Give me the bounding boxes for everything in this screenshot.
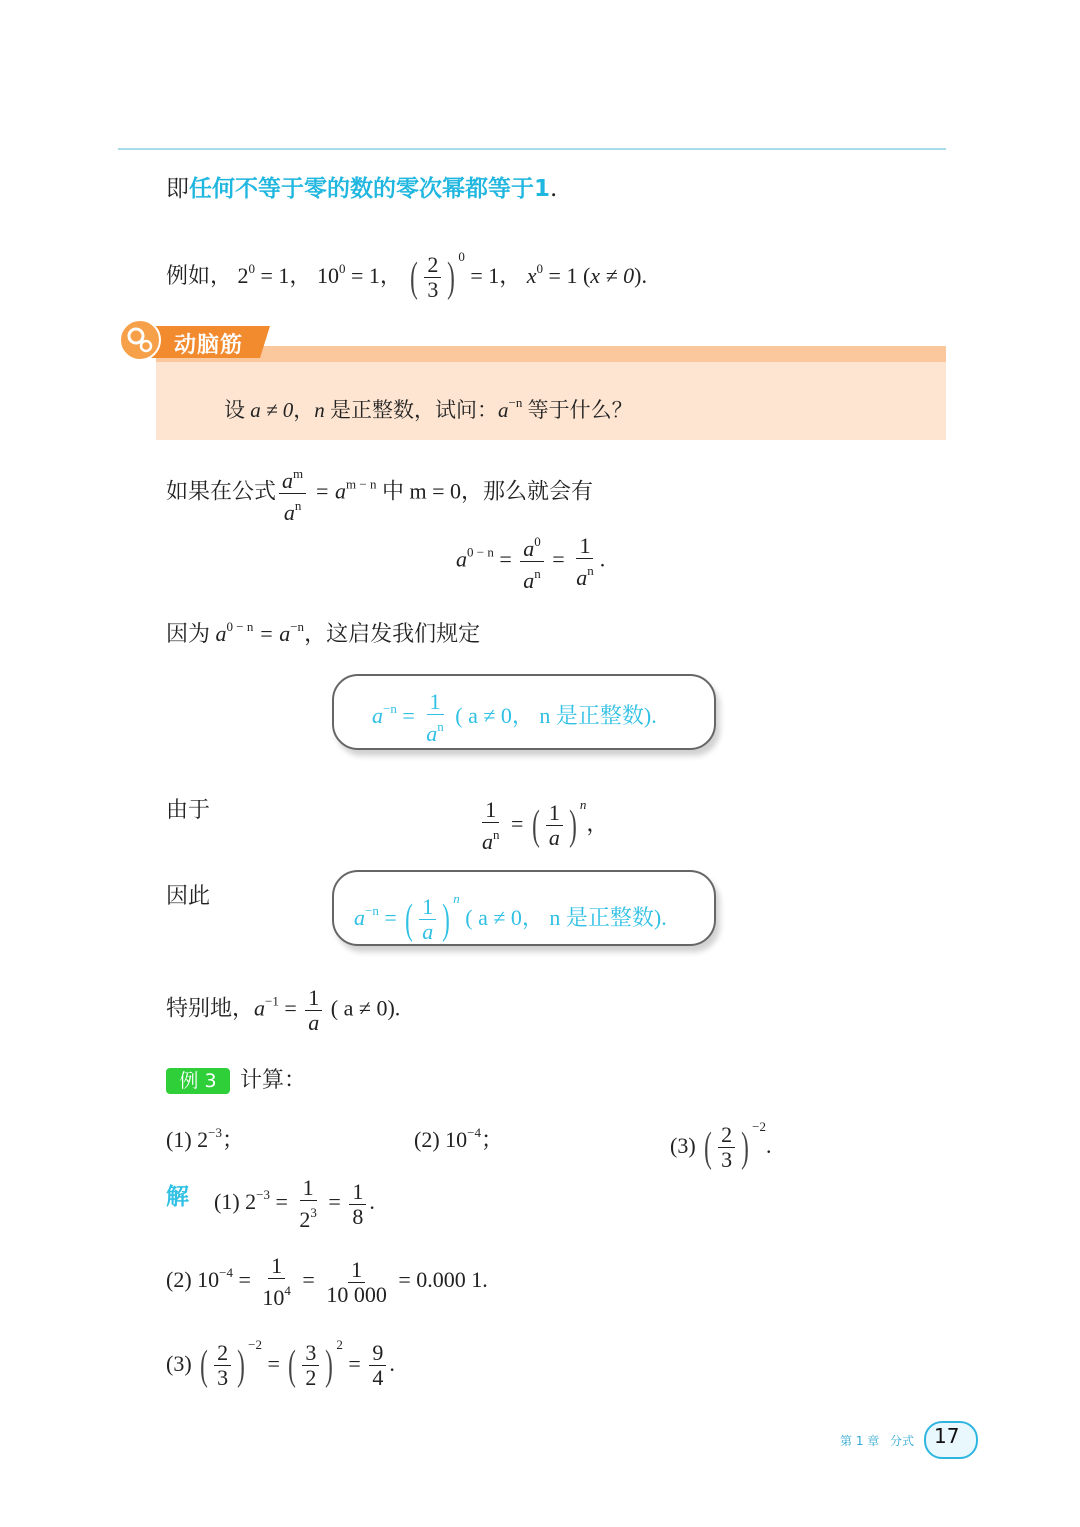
page-number: 17	[934, 1424, 960, 1448]
special-fraction	[305, 986, 322, 1035]
problem-3	[670, 1112, 772, 1172]
q-g: −n	[508, 395, 523, 410]
p1-base: 2	[197, 1127, 209, 1152]
rule1-eq: =	[396, 703, 421, 729]
s1-num2: 1	[349, 1180, 366, 1205]
s3-exp2: 2	[336, 1337, 343, 1352]
s1-base: 2	[245, 1189, 257, 1215]
s1-den2: 8	[352, 1203, 364, 1229]
examples-lead: 例如，	[166, 263, 233, 288]
right-paren: )	[741, 1124, 750, 1171]
s2-den-exp: 4	[284, 1283, 291, 1298]
ex4-exp: 0	[536, 261, 544, 276]
special-lhs-exp: −1	[265, 993, 279, 1009]
special-cond: ( a ≠ 0).	[325, 995, 401, 1021]
example-badge: 例 3	[166, 1068, 230, 1094]
rule1-den: a	[426, 721, 438, 746]
gear-icon	[118, 318, 162, 362]
s1-fraction	[296, 1176, 320, 1232]
s1-label: (1)	[214, 1189, 240, 1215]
formula-rhs-exp: m − n	[346, 476, 377, 492]
s2-fraction	[259, 1254, 294, 1310]
p2-end: ；	[481, 1127, 504, 1152]
formula-num: a	[282, 468, 294, 493]
formula-den: a	[283, 500, 295, 525]
rule2-lhs-exp: −n	[365, 903, 379, 918]
s2-exp: −4	[219, 1265, 233, 1281]
footer-chapter: 第 1 章	[840, 1434, 880, 1448]
p3-fraction	[718, 1123, 735, 1172]
left-paren: (	[200, 1342, 209, 1389]
s3-num3: 9	[369, 1341, 386, 1366]
s3-den2: 2	[305, 1365, 317, 1391]
s2-fraction2	[323, 1258, 390, 1307]
right-paren: )	[237, 1342, 246, 1389]
left-paren: (	[405, 896, 414, 943]
right-paren: )	[325, 1342, 334, 1389]
left-paren: (	[704, 1124, 713, 1171]
q-e: 是正整数，试问：	[324, 398, 499, 422]
rule2-cond: ( a ≠ 0， n 是正整数).	[459, 905, 667, 930]
derivation-line	[166, 462, 593, 525]
because-line	[166, 612, 480, 649]
ex2-base: 10	[316, 263, 339, 288]
think-question	[224, 388, 633, 425]
right-paren: )	[442, 896, 451, 943]
ex4-rhs: = 1 (	[543, 263, 591, 288]
solution-2: (2) $10^{-4}$ = $\frac{1}{10^4}$ = $\frac{1}{10 000}$ = 0.000 1.	[166, 1253, 488, 1310]
rule2-num: 1	[419, 895, 436, 920]
ex3-den: 3	[427, 277, 439, 303]
p2-base: 10	[445, 1127, 468, 1152]
p3-end: .	[766, 1133, 772, 1158]
think-label: 动脑筋	[174, 333, 244, 358]
intro-statement: 任何不等于零的数的零次幂都等于1	[189, 176, 551, 202]
rule2-eq: =	[378, 905, 403, 930]
because-b-exp: 0 − n	[226, 619, 254, 634]
because-b: a	[215, 621, 227, 646]
formula-rhs: = a	[309, 478, 346, 504]
rule1-num: 1	[427, 690, 444, 715]
ex1-exp: 0	[248, 261, 256, 276]
since-den: a	[482, 828, 493, 854]
p3-label: (3)	[670, 1133, 696, 1158]
ex3-exp: 0	[458, 249, 465, 264]
s3-fraction2	[302, 1341, 319, 1390]
s2-den: 10	[262, 1285, 285, 1310]
ex2-rhs: = 1，	[345, 263, 402, 288]
ex3-fraction	[424, 253, 441, 302]
special-eq: =	[278, 995, 303, 1021]
q-b: a ≠ 0	[250, 398, 294, 422]
eq-f1-num-exp: 0	[534, 534, 541, 549]
q-f: a	[498, 398, 509, 422]
rule2-lhs: a	[354, 905, 365, 930]
right-paren: )	[447, 254, 456, 301]
intro-suffix: .	[550, 176, 558, 202]
think-header-bar	[156, 346, 946, 362]
because-c: = a	[253, 621, 291, 646]
solution-3: (3) ( $\frac{2}{3}$ ) $^{-2}$ = ( $\frac{3}{2}$ ) $^2$ = $\frac{9}{4}$ .	[166, 1337, 395, 1391]
rule1-lhs-exp: −n	[383, 701, 397, 717]
s1-den-exp: 3	[310, 1205, 317, 1220]
since-p-num: 1	[546, 801, 563, 826]
q-c: ，	[293, 398, 315, 422]
rule1-den-exp: n	[437, 719, 444, 734]
since-p-den: a	[548, 825, 560, 851]
special-lead: 特别地，	[166, 995, 255, 1021]
s3-fraction	[214, 1341, 231, 1390]
p1-end: ；	[222, 1127, 245, 1152]
ex3-num: 2	[424, 253, 441, 278]
s3-num2: 3	[302, 1341, 319, 1366]
eq-f2-den-exp: n	[587, 562, 594, 578]
left-paren: (	[410, 254, 419, 301]
q-a: 设	[224, 398, 251, 422]
derivation-lead: 如果在公式	[166, 478, 277, 504]
p2-label: (2)	[414, 1127, 440, 1152]
since-label: 由于	[166, 798, 211, 823]
because-a: 因为	[166, 621, 216, 646]
eq-lhs: a	[456, 546, 467, 572]
p1-label: (1)	[166, 1127, 192, 1152]
p3-num: 2	[718, 1123, 735, 1148]
examples-line	[166, 242, 647, 302]
special-den: a	[308, 1010, 320, 1035]
rule1-fraction	[423, 690, 447, 746]
footer-section: 分式	[890, 1434, 915, 1448]
eq-f2-den: a	[576, 564, 588, 590]
solution-1: (1) $2^{-3}$ = $\frac{1}{2^3}$ = $\frac{1}{8}$ .	[214, 1175, 375, 1232]
rule2-formula	[354, 884, 667, 944]
p1-exp: −3	[208, 1125, 222, 1140]
since-eq: =	[505, 811, 529, 836]
intro-prefix: 即	[166, 176, 189, 202]
ex4-base: x	[526, 263, 537, 288]
p3-den: 3	[721, 1147, 733, 1173]
s2-num: 1	[268, 1254, 285, 1279]
since-formula	[476, 790, 608, 854]
ex2-exp: 0	[338, 261, 346, 276]
left-paren: (	[532, 802, 540, 849]
rule1-cond: ( a ≠ 0， n 是正整数).	[449, 703, 657, 729]
since-fraction	[479, 798, 503, 854]
formula-fraction	[279, 462, 306, 525]
s3-den: 3	[217, 1365, 229, 1391]
s2-label: (2)	[166, 1267, 192, 1293]
rule2-fraction	[419, 895, 436, 944]
solution-label: 解	[166, 1183, 189, 1210]
eq-f1-num: a	[523, 536, 535, 561]
rule1-lhs: a	[372, 703, 383, 729]
ex1-rhs: = 1，	[255, 263, 312, 288]
s3-label: (3)	[166, 1351, 192, 1376]
s2-base: 10	[197, 1267, 220, 1293]
special-lhs: a	[254, 995, 266, 1021]
eq-frac2	[573, 534, 597, 590]
eq-lhs-exp: 0 − n	[467, 544, 494, 560]
special-num: 1	[305, 986, 322, 1011]
ex4-cond: x ≠ 0	[590, 263, 635, 288]
p2-exp: −4	[467, 1125, 481, 1140]
p3-exp: −2	[752, 1119, 766, 1134]
eq-f2-num: 1	[576, 534, 593, 559]
s2-rhs: = 0.000 1.	[392, 1267, 488, 1293]
since-den-exp: n	[493, 826, 500, 842]
right-paren: )	[569, 802, 577, 849]
s1-fraction2	[349, 1180, 366, 1229]
intro-line	[166, 174, 557, 204]
because-c-exp: −n	[290, 619, 305, 634]
eq-frac1	[520, 530, 544, 593]
since-num: 1	[482, 798, 499, 823]
since-paren-fraction	[546, 801, 563, 850]
formula-num-exp: m	[293, 466, 304, 481]
s1-num: 1	[300, 1176, 317, 1201]
s3-den3: 4	[372, 1365, 384, 1391]
derivation-mid: 中 m = 0，那么就会有	[376, 478, 593, 504]
s3-exp: −2	[248, 1337, 262, 1352]
s1-exp: −3	[256, 1187, 270, 1203]
problem-2	[414, 1118, 503, 1155]
q-h: 等于什么？	[522, 398, 633, 422]
s1-den: 2	[299, 1207, 311, 1232]
ex3-rhs: = 1，	[464, 263, 522, 288]
s3-end: .	[389, 1351, 395, 1376]
therefore-label: 因此	[166, 884, 211, 909]
eq-f1-den: a	[523, 568, 535, 593]
rule1-formula	[372, 690, 657, 746]
problem-1	[166, 1118, 244, 1155]
top-rule	[118, 148, 946, 150]
left-paren: (	[288, 1342, 297, 1389]
eq-f1-den-exp: n	[534, 566, 541, 581]
s3-num: 2	[214, 1341, 231, 1366]
rule2-exp: n	[453, 891, 460, 906]
ex1-base: 2	[237, 263, 249, 288]
since-p-exp: n	[579, 797, 587, 812]
rule2-den: a	[422, 919, 434, 945]
special-line	[166, 986, 400, 1035]
s2-den2: 10 000	[326, 1281, 387, 1307]
s2-num2: 1	[348, 1258, 365, 1283]
since-end: ，	[586, 811, 609, 836]
because-d: ，这启发我们规定	[304, 621, 481, 646]
formula-den-exp: n	[294, 498, 302, 513]
derivation-equation: $a^{0 - n}$ = $\frac{a^0}{a^n}$ = $\frac{1}{a^n}$ .	[456, 530, 605, 593]
s3-fraction3	[369, 1341, 386, 1390]
q-d: n	[314, 398, 325, 422]
example-title: 计算：	[240, 1068, 307, 1093]
ex4-end: ).	[634, 263, 647, 288]
s1-end: .	[369, 1189, 375, 1215]
